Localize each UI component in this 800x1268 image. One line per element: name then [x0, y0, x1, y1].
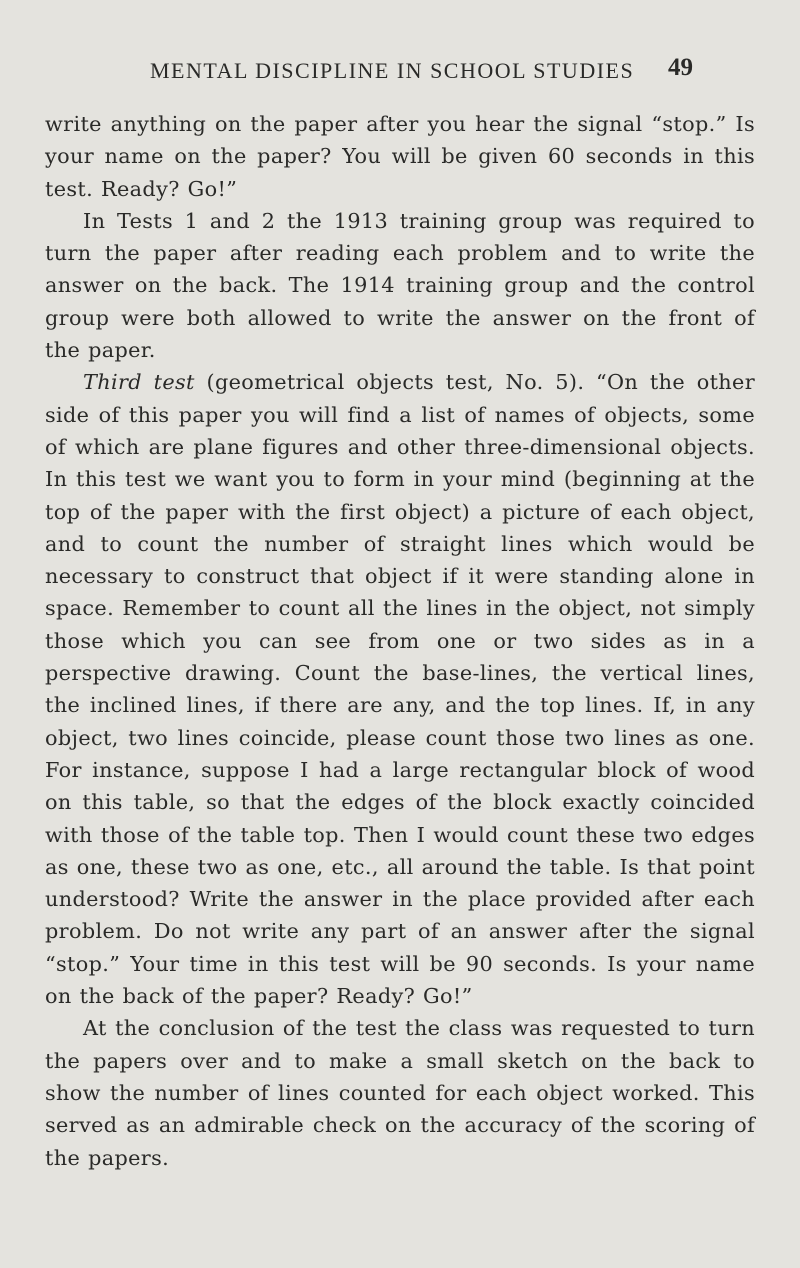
paragraph-tests-1-2: In Tests 1 and 2 the 1913 training group was required to turn the paper after reading each problem and to write the answer on the back. The 1914 training group and the control group were both allowed to write the answer on the front of the paper.: [45, 208, 755, 363]
third-test-instructions: (geometrical objects test, No. 5). “On the other side of this paper you will find a list of names of objects, some of which are plane figures and other three-dimensional objects. In this test we want you to form in your mind (beginning at the top of the paper with the first object) a picture of each object, and to count the number of straight lines which would be necessary to construct that object if it were standing alone in space. Remember to count all the lines in the object, not simply those which you can see from one or two sides as in a perspective drawing. Count the base-lines, the vertical lines, the inclined lines, if there are any, and the top lines. If, in any object, two lines coincide, please count those two lines as one. For instance, suppose I had a large rectangular block of wood on this table, so that the edges of the block exactly coincided with those of the table top. Then I would count these two edges as one, these two as one, etc., all around the table. Is that point understood? Write the answer in the place provided after each problem. Do not write any part of an answer after the signal “stop.” Your time in this test will be 90 seconds. Is your name on the back of the paper? Ready? Go!”: [45, 370, 755, 1009]
paragraph-continued: write anything on the paper after you hear the signal “stop.” Is your name on the paper? You will be given 60 seconds in this test. Ready? Go!”: [45, 112, 755, 201]
third-test-heading: Third test: [83, 370, 195, 395]
body-text: [45, 108, 755, 1174]
paragraph-conclusion: At the conclusion of the test the class was requested to turn the papers over and to make a small sketch on the back to show the number of lines counted for each object worked. This served as an admirable check on the accuracy of the scoring of the papers.: [45, 1016, 755, 1170]
running-title: MENTAL DISCIPLINE IN SCHOOL STUDIES: [150, 58, 635, 83]
paragraph-third-test: [45, 366, 755, 1012]
page-number: 49: [668, 54, 693, 81]
